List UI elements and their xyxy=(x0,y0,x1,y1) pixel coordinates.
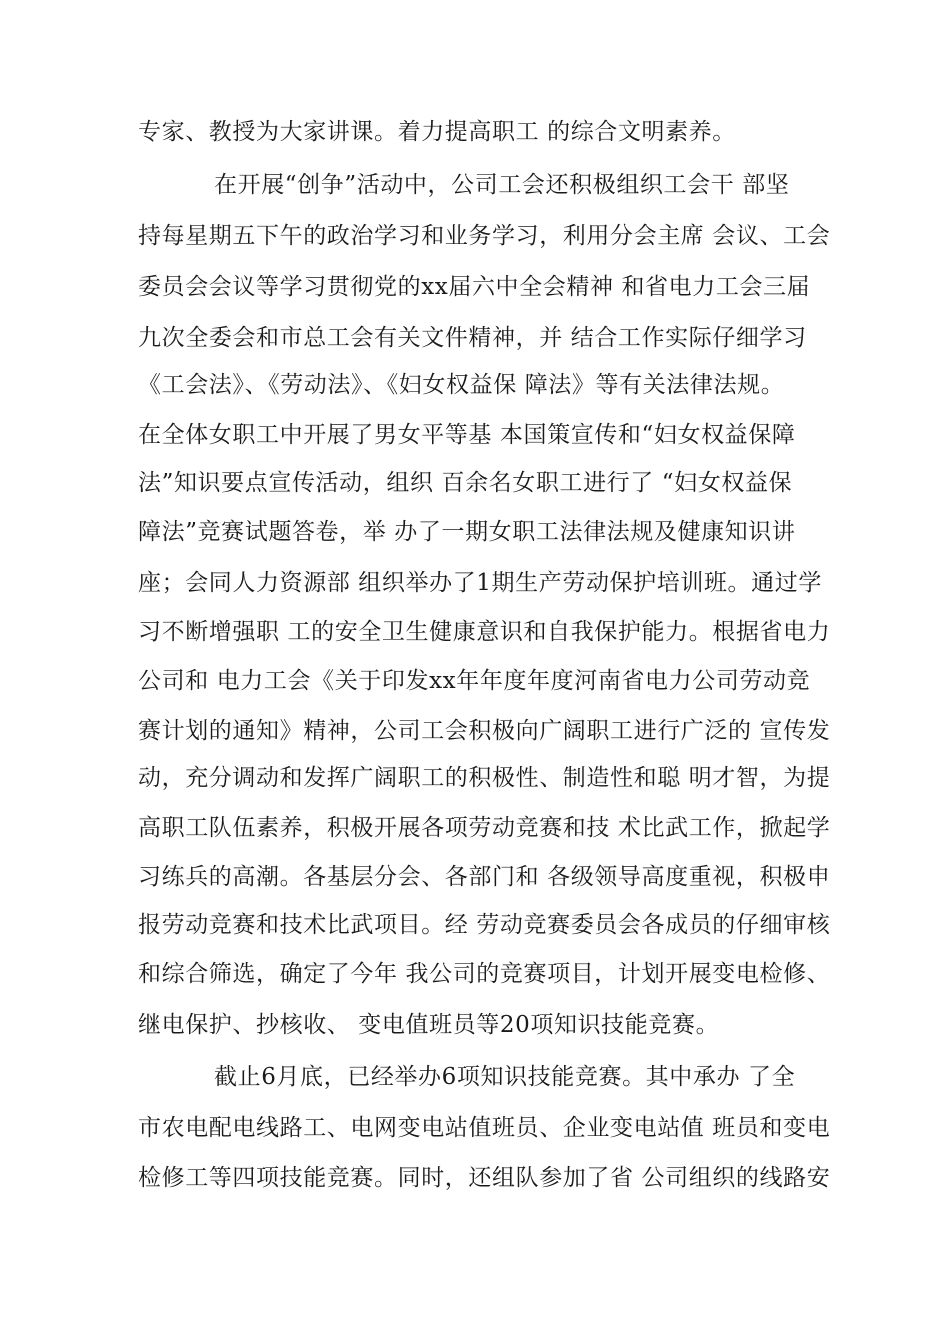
paragraph-line: 持每星期五下午的政治学习和业务学习，利用分会主席 会议、工会 xyxy=(138,223,831,249)
paragraph-line: 市农电配电线路工、电网变电站值班员、企业变电站值 班员和变电 xyxy=(138,1115,831,1141)
paragraph-line: 法”知识要点宣传活动，组织 百余名女职工进行了 “妇女权益保 xyxy=(138,470,793,496)
paragraph-line: 赛计划的通知》精神，公司工会积极向广阔职工进行广泛的 宣传发 xyxy=(138,718,831,744)
paragraph-line: 报劳动竞赛和技术比武项目。经 劳动竞赛委员会各成员的仔细审核 xyxy=(138,912,831,938)
paragraph-line: 《工会法》、《劳动法》、《妇女权益保 障法》等有关法律法规。 xyxy=(138,372,785,398)
paragraph-line: 障法”竞赛试题答卷，举 办了一期女职工法律法规及健康知识讲 xyxy=(138,519,796,545)
paragraph-line: 公司和 电力工会《关于印发xx年年度年度河南省电力公司劳动竞 xyxy=(138,668,811,694)
paragraph-line: 在开展“创争”活动中，公司工会还积极组织工会干 部坚 xyxy=(214,172,790,198)
paragraph-line: 和综合筛选，确定了今年 我公司的竞赛项目，计划开展变电检修、 xyxy=(138,961,831,987)
paragraph-line: 习练兵的高潮。各基层分会、各部门和 各级领导高度重视，积极申 xyxy=(138,864,831,890)
paragraph-line: 高职工队伍素养，积极开展各项劳动竞赛和技 术比武工作，掀起学 xyxy=(138,815,831,841)
paragraph-line: 继电保护、抄核收、 变电值班员等20项知识技能竞赛。 xyxy=(138,1012,720,1038)
paragraph-line: 委员会会议等学习贯彻党的xx届六中全会精神 和省电力工会三届 xyxy=(138,274,811,300)
paragraph-line: 九次全委会和市总工会有关文件精神，并 结合工作实际仔细学习 xyxy=(138,325,807,351)
paragraph-line: 检修工等四项技能竞赛。同时，还组队参加了省 公司组织的线路安 xyxy=(138,1165,831,1191)
paragraph-line: 座；会同人力资源部 组织举办了1期生产劳动保护培训班。通过学 xyxy=(138,570,822,596)
paragraph-line: 动，充分调动和发挥广阔职工的积极性、制造性和聪 明才智，为提 xyxy=(138,765,831,791)
paragraph-line: 截止6月底，已经举办6项知识技能竞赛。其中承办 了全 xyxy=(214,1064,796,1090)
paragraph-line: 专家、教授为大家讲课。着力提高职工 的综合文明素养。 xyxy=(138,119,736,145)
paragraph-line: 在全体女职工中开展了男女平等基 本国策宣传和“妇女权益保障 xyxy=(138,422,796,448)
paragraph-line: 习不断增强职 工的安全卫生健康意识和自我保护能力。根据省电力 xyxy=(138,619,831,645)
